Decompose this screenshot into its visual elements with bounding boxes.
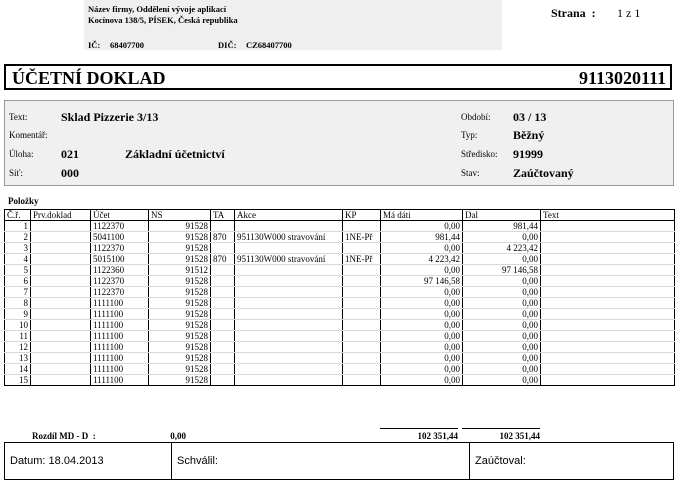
cell-ns: 91528 — [149, 331, 211, 342]
cell-prv-doklad — [31, 243, 91, 254]
table-row — [5, 232, 675, 243]
cell-kp — [343, 287, 381, 298]
cell-row-no: 13 — [5, 353, 31, 364]
cell-debit: 0,00 — [381, 265, 463, 276]
cell-text — [541, 243, 675, 254]
cell-debit: 0,00 — [381, 375, 463, 386]
cell-kp — [343, 276, 381, 287]
document-number: 9113020111 — [578, 68, 666, 88]
table-row — [5, 276, 675, 287]
cell-ta — [211, 320, 235, 331]
cell-action — [235, 298, 343, 309]
column-header-credit: Dal — [463, 210, 541, 221]
cell-kp: 1NE-Př — [343, 254, 381, 265]
cell-debit: 0,00 — [381, 298, 463, 309]
cell-ns: 91528 — [149, 232, 211, 243]
cell-account: 1122370 — [91, 221, 149, 232]
type-label: Typ: — [461, 130, 478, 140]
center-value: 91999 — [513, 147, 543, 161]
date-value: 18.04.2013 — [48, 455, 104, 467]
table-row — [5, 320, 675, 331]
cell-account: 1111100 — [91, 331, 149, 342]
table-row — [5, 221, 675, 232]
cell-text — [541, 265, 675, 276]
cell-prv-doklad — [31, 342, 91, 353]
cell-account: 1122370 — [91, 287, 149, 298]
cell-ns: 91528 — [149, 254, 211, 265]
cell-credit: 0,00 — [463, 331, 541, 342]
cell-credit: 0,00 — [463, 232, 541, 243]
table-row — [5, 254, 675, 265]
date-label: Datum: — [10, 455, 46, 467]
cell-row-no: 12 — [5, 342, 31, 353]
debit-total: 102 351,44 — [417, 431, 458, 441]
cell-text — [541, 298, 675, 309]
cell-ta — [211, 265, 235, 276]
column-header-debit: Má dáti — [381, 210, 463, 221]
task-code: 021 — [61, 147, 79, 161]
cell-credit: 0,00 — [463, 342, 541, 353]
column-header-kp: KP — [343, 210, 381, 221]
document-info-panel — [4, 100, 674, 186]
cell-prv-doklad — [31, 298, 91, 309]
cell-row-no: 11 — [5, 331, 31, 342]
cell-ta — [211, 364, 235, 375]
cell-row-no: 14 — [5, 364, 31, 375]
cell-debit: 0,00 — [381, 320, 463, 331]
cell-debit: 0,00 — [381, 353, 463, 364]
table-row — [5, 265, 675, 276]
table-row — [5, 364, 675, 375]
cell-kp — [343, 375, 381, 386]
period-label: Období: — [461, 112, 491, 122]
debit-total-rule — [380, 428, 458, 429]
cell-text — [541, 232, 675, 243]
cell-action — [235, 342, 343, 353]
cell-action — [235, 221, 343, 232]
company-header — [84, 0, 502, 50]
cell-debit: 0,00 — [381, 287, 463, 298]
cell-ta: 870 — [211, 254, 235, 265]
posted-cell — [470, 443, 673, 479]
approved-cell — [172, 443, 470, 479]
cell-kp — [343, 265, 381, 276]
column-header-prv-doklad: Prv.doklad — [31, 210, 91, 221]
cell-debit: 4 223,42 — [381, 254, 463, 265]
cell-ns: 91528 — [149, 342, 211, 353]
posted-label: Zaúčtoval: — [475, 455, 526, 467]
table-row — [5, 309, 675, 320]
cell-account: 1111100 — [91, 309, 149, 320]
table-row — [5, 375, 675, 386]
cell-kp — [343, 243, 381, 254]
items-table — [4, 209, 675, 386]
cell-text — [541, 221, 675, 232]
cell-ta — [211, 309, 235, 320]
cell-credit: 4 223,42 — [463, 243, 541, 254]
cell-action — [235, 331, 343, 342]
cell-ta — [211, 375, 235, 386]
cell-row-no: 10 — [5, 320, 31, 331]
cell-account: 1111100 — [91, 364, 149, 375]
cell-ta — [211, 287, 235, 298]
cell-ta — [211, 221, 235, 232]
cell-ta — [211, 342, 235, 353]
cell-row-no: 2 — [5, 232, 31, 243]
difference-label: Rozdíl MD - D : — [32, 431, 96, 441]
column-header-action: Akce — [235, 210, 343, 221]
approved-label: Schválil: — [177, 455, 218, 467]
company-name: Název firmy, Oddělení vývoje aplikací — [88, 4, 227, 14]
table-row — [5, 331, 675, 342]
cell-debit: 0,00 — [381, 309, 463, 320]
cell-row-no: 9 — [5, 309, 31, 320]
cell-credit: 0,00 — [463, 375, 541, 386]
cell-text — [541, 364, 675, 375]
cell-row-no: 4 — [5, 254, 31, 265]
cell-account: 5041100 — [91, 232, 149, 243]
cell-ns: 91528 — [149, 320, 211, 331]
cell-action — [235, 309, 343, 320]
cell-prv-doklad — [31, 221, 91, 232]
cell-credit: 0,00 — [463, 254, 541, 265]
cell-ns: 91528 — [149, 221, 211, 232]
cell-row-no: 5 — [5, 265, 31, 276]
cell-action: 951130W000 stravování — [235, 232, 343, 243]
cell-row-no: 7 — [5, 287, 31, 298]
cell-prv-doklad — [31, 320, 91, 331]
table-row — [5, 353, 675, 364]
items-section-label: Položky — [8, 196, 39, 206]
cell-text — [541, 287, 675, 298]
cell-account: 1111100 — [91, 353, 149, 364]
cell-ta — [211, 331, 235, 342]
cell-prv-doklad — [31, 265, 91, 276]
table-row — [5, 243, 675, 254]
date-cell — [5, 443, 172, 479]
cell-credit: 0,00 — [463, 320, 541, 331]
cell-debit: 0,00 — [381, 364, 463, 375]
center-label: Středisko: — [461, 149, 498, 159]
page-label: Strana : — [551, 6, 596, 20]
cell-kp: 1NE-Př — [343, 232, 381, 243]
credit-total: 102 351,44 — [499, 431, 540, 441]
cell-text — [541, 276, 675, 287]
document-title-box — [4, 64, 672, 90]
cell-credit: 97 146,58 — [463, 265, 541, 276]
cell-account: 1111100 — [91, 342, 149, 353]
state-label: Stav: — [461, 168, 480, 178]
cell-ta: 870 — [211, 232, 235, 243]
cell-row-no: 3 — [5, 243, 31, 254]
company-address: Kocínova 138/5, PÍSEK, Česká republika — [88, 15, 238, 25]
cell-ns: 91528 — [149, 276, 211, 287]
cell-prv-doklad — [31, 364, 91, 375]
column-header-account: Účet — [91, 210, 149, 221]
cell-ns: 91528 — [149, 375, 211, 386]
cell-ns: 91528 — [149, 298, 211, 309]
cell-ta — [211, 243, 235, 254]
cell-action — [235, 243, 343, 254]
cell-credit: 981,44 — [463, 221, 541, 232]
cell-action: 951130W000 stravování — [235, 254, 343, 265]
cell-account: 1122370 — [91, 243, 149, 254]
cell-debit: 97 146,58 — [381, 276, 463, 287]
type-value: Běžný — [513, 128, 545, 142]
comment-label: Komentář: — [9, 130, 48, 140]
cell-action — [235, 265, 343, 276]
column-header-ta: TA — [211, 210, 235, 221]
dic-value: CZ68407700 — [246, 40, 292, 50]
table-row — [5, 287, 675, 298]
cell-row-no: 6 — [5, 276, 31, 287]
cell-prv-doklad — [31, 276, 91, 287]
cell-debit: 0,00 — [381, 331, 463, 342]
cell-action — [235, 320, 343, 331]
cell-ns: 91528 — [149, 364, 211, 375]
cell-row-no: 15 — [5, 375, 31, 386]
cell-text — [541, 320, 675, 331]
cell-action — [235, 375, 343, 386]
cell-credit: 0,00 — [463, 298, 541, 309]
cell-account: 1111100 — [91, 375, 149, 386]
cell-credit: 0,00 — [463, 276, 541, 287]
state-value: Zaúčtovaný — [513, 166, 574, 180]
cell-kp — [343, 298, 381, 309]
cell-credit: 0,00 — [463, 364, 541, 375]
cell-account: 1111100 — [91, 298, 149, 309]
cell-text — [541, 375, 675, 386]
text-value: Sklad Pizzerie 3/13 — [61, 110, 159, 124]
cell-debit: 0,00 — [381, 243, 463, 254]
cell-ta — [211, 298, 235, 309]
cell-debit: 0,00 — [381, 221, 463, 232]
cell-ta — [211, 353, 235, 364]
cell-credit: 0,00 — [463, 309, 541, 320]
cell-prv-doklad — [31, 309, 91, 320]
cell-account: 1122370 — [91, 276, 149, 287]
table-row — [5, 298, 675, 309]
cell-action — [235, 353, 343, 364]
cell-account: 1122360 — [91, 265, 149, 276]
cell-prv-doklad — [31, 232, 91, 243]
cell-text — [541, 331, 675, 342]
cell-ns: 91528 — [149, 243, 211, 254]
cell-text — [541, 309, 675, 320]
cell-prv-doklad — [31, 331, 91, 342]
difference-value: 0,00 — [170, 431, 186, 441]
network-value: 000 — [61, 166, 79, 180]
document-title: ÚČETNÍ DOKLAD — [12, 68, 166, 88]
cell-kp — [343, 309, 381, 320]
page-number: 1 z 1 — [617, 6, 641, 20]
cell-prv-doklad — [31, 375, 91, 386]
cell-row-no: 1 — [5, 221, 31, 232]
cell-account: 1111100 — [91, 320, 149, 331]
column-header-text: Text — [541, 210, 675, 221]
task-label: Úloha: — [9, 149, 34, 159]
cell-kp — [343, 364, 381, 375]
text-label: Text: — [9, 112, 28, 122]
cell-kp — [343, 320, 381, 331]
cell-debit: 981,44 — [381, 232, 463, 243]
cell-action — [235, 364, 343, 375]
signature-footer — [4, 442, 674, 480]
cell-credit: 0,00 — [463, 353, 541, 364]
cell-kp — [343, 221, 381, 232]
cell-ns: 91528 — [149, 309, 211, 320]
cell-credit: 0,00 — [463, 287, 541, 298]
dic-label: DIČ: — [218, 40, 237, 50]
task-name: Základní účetnictví — [125, 147, 225, 161]
table-row — [5, 342, 675, 353]
ic-label: IČ: — [88, 40, 101, 50]
cell-action — [235, 276, 343, 287]
network-label: Síť: — [9, 168, 23, 178]
cell-action — [235, 287, 343, 298]
cell-row-no: 8 — [5, 298, 31, 309]
cell-prv-doklad — [31, 254, 91, 265]
cell-ta — [211, 276, 235, 287]
cell-kp — [343, 353, 381, 364]
cell-text — [541, 342, 675, 353]
period-value: 03 / 13 — [513, 110, 547, 124]
cell-ns: 91528 — [149, 353, 211, 364]
cell-prv-doklad — [31, 287, 91, 298]
items-header-row — [5, 210, 675, 221]
cell-debit: 0,00 — [381, 342, 463, 353]
cell-kp — [343, 331, 381, 342]
cell-text — [541, 254, 675, 265]
cell-account: 5015100 — [91, 254, 149, 265]
cell-text — [541, 353, 675, 364]
ic-value: 68407700 — [110, 40, 144, 50]
column-header-ns: NS — [149, 210, 211, 221]
cell-ns: 91528 — [149, 287, 211, 298]
cell-kp — [343, 342, 381, 353]
credit-total-rule — [462, 428, 540, 429]
cell-prv-doklad — [31, 353, 91, 364]
column-header-row-no: Č.ř. — [5, 210, 31, 221]
cell-ns: 91512 — [149, 265, 211, 276]
